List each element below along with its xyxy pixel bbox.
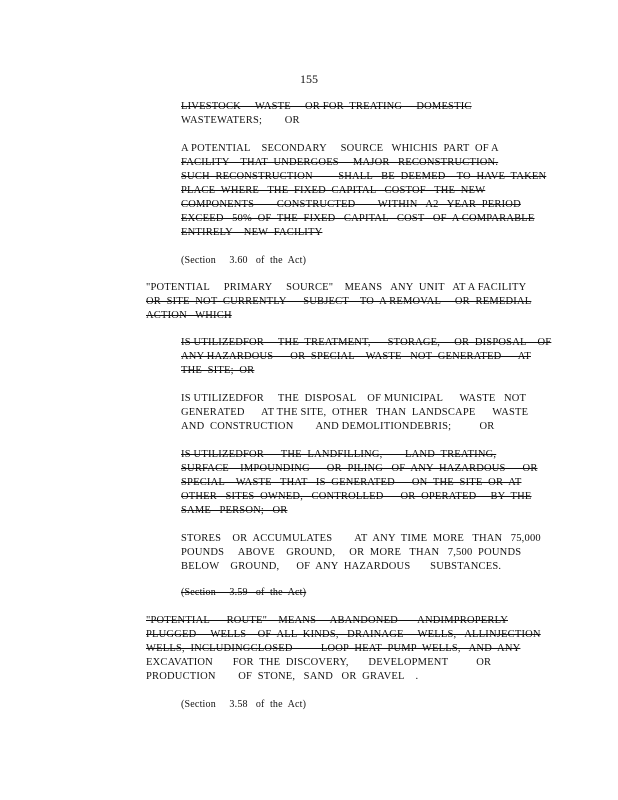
text-line: PRODUCTION OF STONE, SAND OR GRAVEL . — [146, 671, 419, 682]
struck-text-line: OTHER SITES OWNED, CONTROLLED OR OPERATED BY THE — [181, 491, 532, 502]
section-citation — [181, 254, 541, 268]
text-paragraph — [146, 281, 546, 323]
text-line: WASTEWATERS; OR — [181, 115, 300, 126]
text-paragraph — [181, 336, 552, 378]
text-paragraph — [181, 142, 547, 240]
struck-text-line: "POTENTIAL ROUTE" MEANS ABANDONED ANDIMPROPERLY — [146, 615, 508, 626]
section-citation — [181, 586, 541, 600]
text-line: STORES OR ACCUMULATES AT ANY TIME MORE THAN 75,000 — [181, 533, 541, 544]
struck-text-line: (Section 3.59 of the Act) — [181, 587, 307, 598]
text-line: AND CONSTRUCTION AND DEMOLITIONDEBRIS; OR — [181, 421, 495, 432]
struck-text-line: COMPONENTS CONSTRUCTED WITHIN A2 YEAR PERIOD — [181, 199, 521, 210]
struck-text-line: EXCEED 50% OF THE FIXED CAPITAL COST OF A COMPARABLE — [181, 213, 535, 224]
text-paragraph — [181, 448, 541, 518]
text-line: EXCAVATION FOR THE DISCOVERY, DEVELOPMENT OR — [146, 657, 492, 668]
struck-text-line: SPECIAL WASTE THAT IS GENERATED ON THE SITE OR AT — [181, 477, 522, 488]
text-line: GENERATED AT THE SITE, OTHER THAN LANDSCAPE WASTE — [181, 407, 529, 418]
text-line: "POTENTIAL PRIMARY SOURCE" MEANS ANY UNIT AT A FACILITY — [146, 282, 527, 293]
struck-text-line: FACILITY THAT UNDERGOES MAJOR RECONSTRUCTION. — [181, 157, 499, 168]
section-citation — [181, 698, 541, 712]
struck-text-line: IS UTILIZEDFOR THE LANDFILLING, LAND TREATING, — [181, 449, 497, 460]
struck-text-line: ACTION WHICH — [146, 310, 232, 321]
text-paragraph — [181, 100, 541, 128]
struck-text-line: PLUGGED WELLS OF ALL KINDS, DRAINAGE WELLS, ALLINJECTION — [146, 629, 541, 640]
text-line: BELOW GROUND, OF ANY HAZARDOUS SUBSTANCES. — [181, 561, 502, 572]
struck-text-line: SURFACE IMPOUNDING OR PILING OF ANY HAZARDOUS OR — [181, 463, 538, 474]
text-paragraph — [181, 532, 541, 574]
text-line: (Section 3.60 of the Act) — [181, 255, 307, 266]
struck-text-line: THE SITE; OR — [181, 365, 255, 376]
struck-text-line: ANY HAZARDOUS OR SPECIAL WASTE NOT GENERATED AT — [181, 351, 531, 362]
text-line: A POTENTIAL SECONDARY SOURCE WHICHIS PART OF A — [181, 143, 499, 154]
struck-text-line: ENTIRELY NEW FACILITY — [181, 227, 323, 238]
struck-text-line: SUCH RECONSTRUCTION SHALL BE DEEMED TO HAVE TAKEN — [181, 171, 547, 182]
text-paragraph — [146, 614, 546, 684]
text-line: POUNDS ABOVE GROUND, OR MORE THAN 7,500 POUNDS — [181, 547, 522, 558]
struck-text-line: WELLS, INCLUDINGCLOSED LOOP HEAT PUMP WELLS, AND ANY — [146, 643, 521, 654]
struck-text-line: PLACE WHERE THE FIXED CAPITAL COSTOF THE NEW — [181, 185, 486, 196]
text-paragraph — [181, 392, 541, 434]
struck-text-line: IS UTILIZEDFOR THE TREATMENT, STORAGE, OR DISPOSAL OF — [181, 337, 552, 348]
struck-text-line: OR SITE NOT CURRENTLY SUBJECT TO A REMOVAL OR REMEDIAL — [146, 296, 532, 307]
text-line: IS UTILIZEDFOR THE DISPOSAL OF MUNICIPAL WASTE NOT — [181, 393, 527, 404]
page-number: 155 — [300, 72, 318, 86]
text-line: (Section 3.58 of the Act) — [181, 699, 307, 710]
struck-text-line: SAME PERSON; OR — [181, 505, 288, 516]
struck-text-line: LIVESTOCK WASTE OR FOR TREATING DOMESTIC — [181, 101, 472, 112]
